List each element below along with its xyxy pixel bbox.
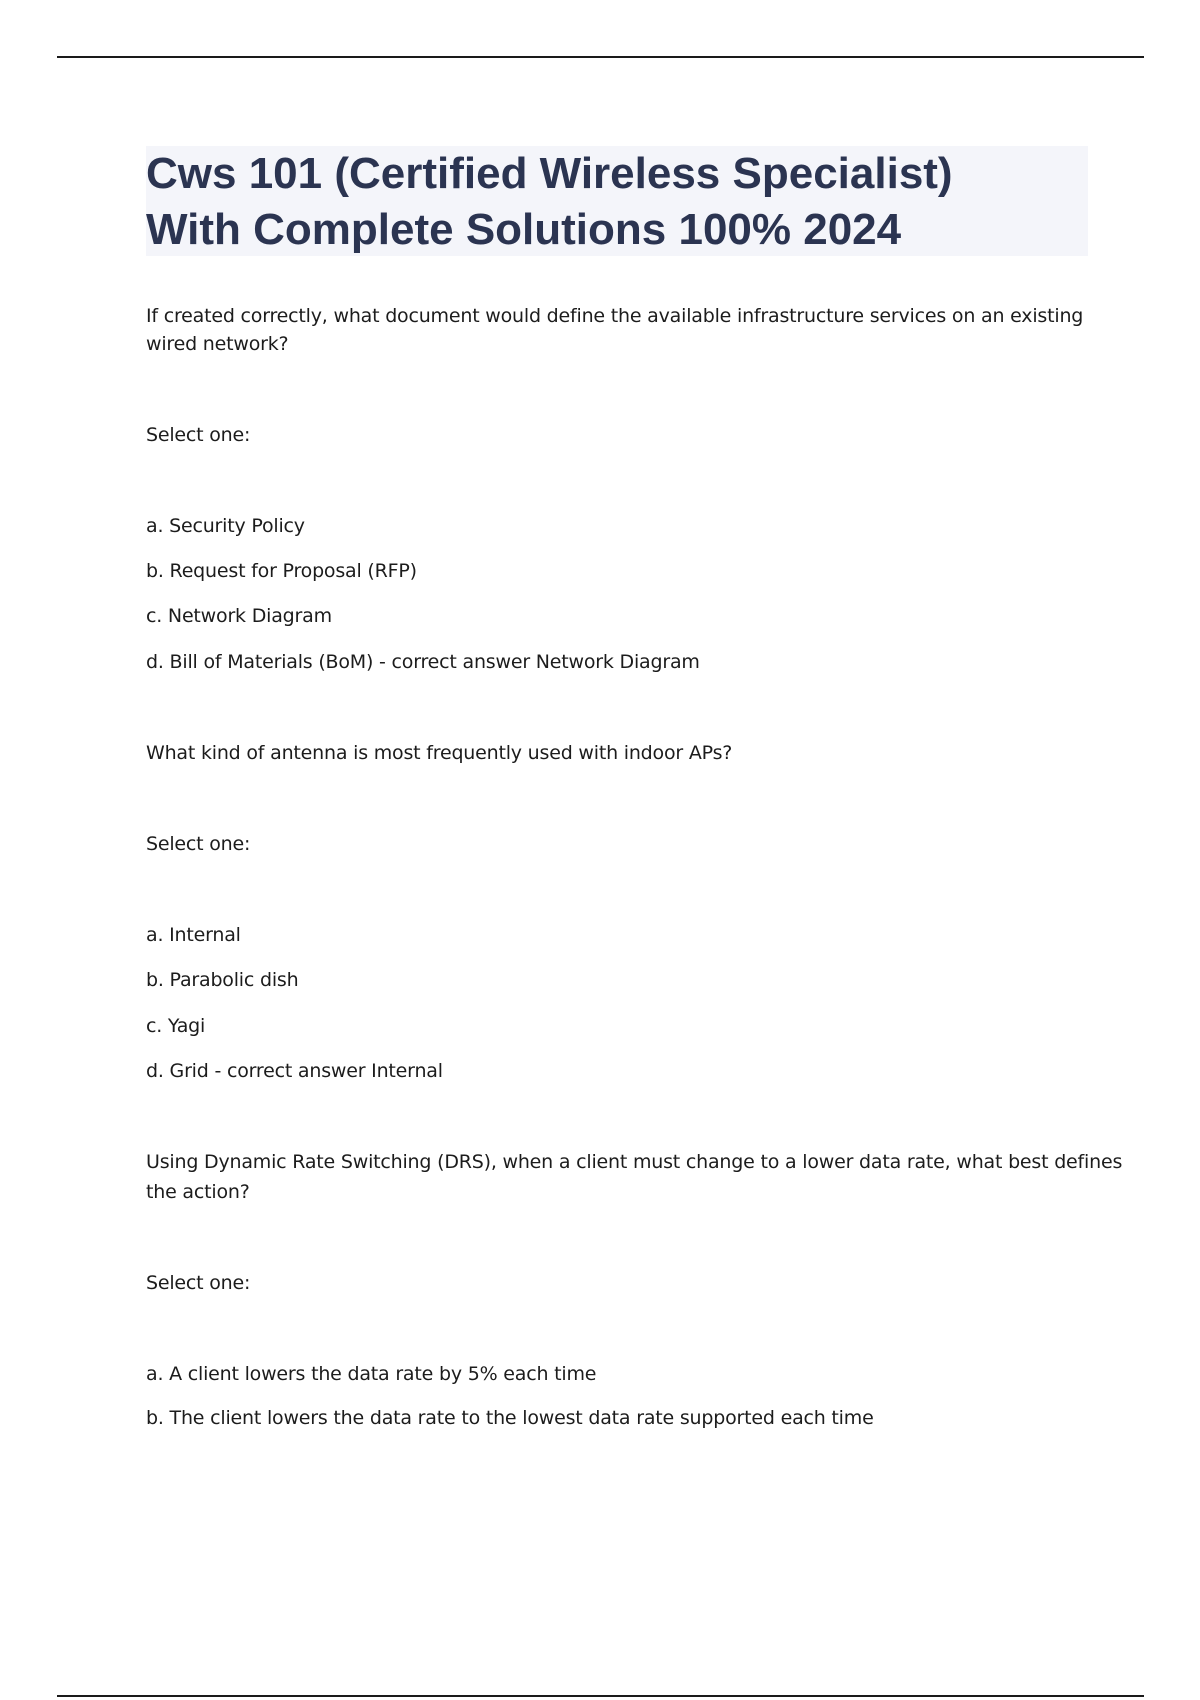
- answer-option: c. Yagi: [146, 1015, 206, 1037]
- question-text: Using Dynamic Rate Switching (DRS), when a client must change to a lower data rate, what best defines: [146, 1151, 1123, 1173]
- footer-rule: [57, 1695, 1144, 1697]
- select-prompt: Select one:: [146, 833, 251, 855]
- answer-option: b. Request for Proposal (RFP): [146, 560, 417, 582]
- question-text: If created correctly, what document would define the available infrastructure services on an existing: [146, 305, 1084, 327]
- answer-option-with-correct-answer: d. Grid - correct answer Internal: [146, 1060, 443, 1082]
- document-title: [146, 146, 1088, 256]
- answer-option: a. Internal: [146, 924, 241, 946]
- answer-option-with-correct-answer: d. Bill of Materials (BoM) - correct answer Network Diagram: [146, 651, 700, 673]
- question-text: What kind of antenna is most frequently used with indoor APs?: [146, 742, 733, 764]
- answer-option: b. Parabolic dish: [146, 969, 299, 991]
- answer-option: c. Network Diagram: [146, 605, 332, 627]
- title-line-1: Cws 101 (Certified Wireless Specialist): [146, 149, 953, 198]
- title-line-2: With Complete Solutions 100% 2024: [146, 205, 902, 254]
- question-text-continued: wired network?: [146, 333, 289, 355]
- select-prompt: Select one:: [146, 424, 251, 446]
- answer-option: b. The client lowers the data rate to the lowest data rate supported each time: [146, 1407, 874, 1429]
- answer-option: a. A client lowers the data rate by 5% each time: [146, 1363, 597, 1385]
- header-rule: [57, 56, 1144, 58]
- answer-option: a. Security Policy: [146, 515, 305, 537]
- select-prompt: Select one:: [146, 1272, 251, 1294]
- question-text-continued: the action?: [146, 1181, 250, 1203]
